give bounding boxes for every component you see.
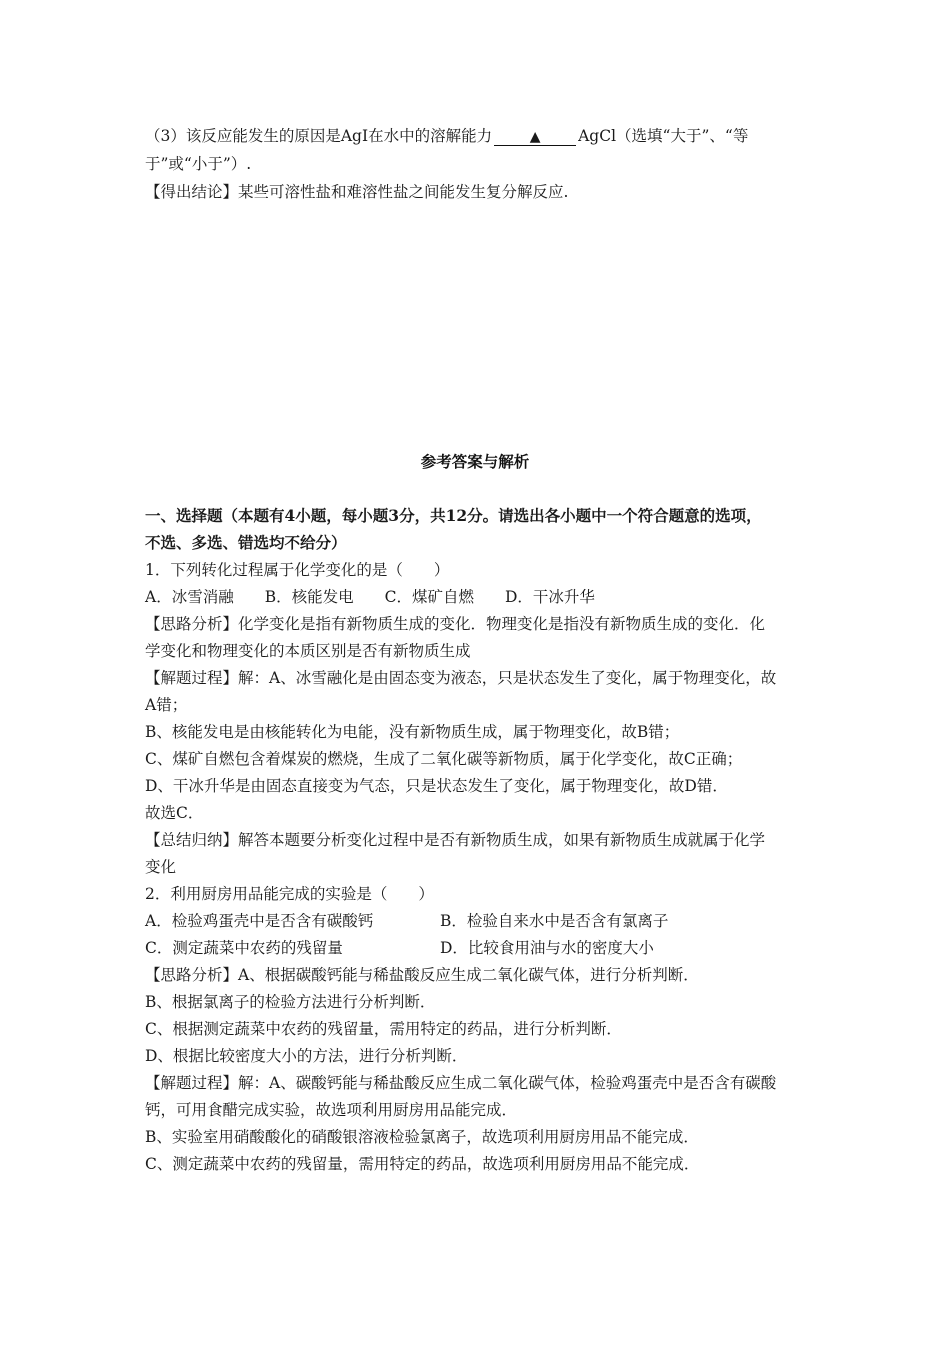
q3-line1-suffix: AgCl（选填“大于”、“等	[578, 127, 749, 145]
q2-solution-2: 钙，可用食醋完成实验，故选项利用厨房用品能完成．	[145, 1101, 518, 1119]
q2-stem: 2．利用厨房用品能完成的实验是（ ）	[145, 885, 434, 903]
q1-summary-2: 变化	[145, 858, 177, 876]
q2-solution-1: 【解题过程】解：A、碳酸钙能与稀盐酸反应生成二氧化碳气体，检验鸡蛋壳中是否含有碳酸	[145, 1074, 777, 1092]
q1-analysis-1: 【思路分析】化学变化是指有新物质生成的变化．物理变化是指没有新物质生成的变化．化	[145, 615, 766, 633]
q2-options-row-2	[145, 938, 654, 958]
q1-solution-5: D、干冰升华是由固态直接变为气态，只是状态发生了变化，属于物理变化，故D错．	[145, 777, 728, 795]
q3-line-2: 于”或“小于”）.	[145, 155, 252, 173]
q1-stem: 1．下列转化过程属于化学变化的是（ ）	[145, 561, 450, 579]
q1-summary-1: 【总结归纳】解答本题要分析变化过程中是否有新物质生成，如果有新物质生成就属于化学	[145, 831, 766, 849]
q2-analysis-2: B、根据氯离子的检验方法进行分析判断．	[145, 993, 436, 1011]
q1-solution-1: 【解题过程】解：A、冰雪融化是由固态变为液态，只是状态发生了变化，属于物理变化，故	[145, 669, 777, 687]
q1-solution-6: 故选C．	[145, 804, 204, 822]
q2-analysis-3: C、根据测定蔬菜中农药的残留量，需用特定的药品，进行分析判断．	[145, 1020, 622, 1038]
q2-solution-3: B、实验室用硝酸酸化的硝酸银溶液检验氯离子，故选项利用厨房用品不能完成．	[145, 1128, 699, 1146]
q1-options: A．冰雪消融 B．核能发电 C．煤矿自燃 D．干冰升华	[145, 588, 595, 606]
conclusion-text: 【得出结论】某些可溶性盐和难溶性盐之间能发生复分解反应.	[145, 183, 569, 201]
q1-solution-2: A错；	[145, 696, 188, 714]
q1-solution-4: C、煤矿自燃包含着煤炭的燃烧，生成了二氧化碳等新物质，属于化学变化，故C正确；	[145, 750, 743, 768]
section-heading-line-1: 一、选择题（本题有4小题，每小题3分，共12分。请选出各小题中一个符合题意的选项，	[145, 506, 762, 525]
q2-option-c: C．测定蔬菜中农药的残留量	[145, 939, 343, 957]
q2-analysis-4: D、根据比较密度大小的方法，进行分析判断．	[145, 1047, 468, 1065]
q3-line1-prefix: （3）该反应能发生的原因是AgI在水中的溶解能力	[145, 127, 493, 145]
q2-analysis-1: 【思路分析】A、根据碳酸钙能与稀盐酸反应生成二氧化碳气体，进行分析判断．	[145, 966, 699, 984]
q2-option-a: A．检验鸡蛋壳中是否含有碳酸钙	[145, 912, 374, 930]
section-heading-line-2: 不选、多选、错选均不给分）	[145, 533, 347, 552]
q2-solution-4: C、测定蔬菜中农药的残留量，需用特定的药品，故选项利用厨房用品不能完成．	[145, 1155, 700, 1173]
answer-blank	[494, 128, 576, 146]
triangle-marker-icon: ▲	[529, 129, 541, 145]
q2-option-b: B．检验自来水中是否含有氯离子	[440, 912, 669, 930]
q2-options-row-1	[145, 911, 669, 931]
q3-line-1	[145, 126, 748, 146]
answers-title: 参考答案与解析	[420, 452, 530, 471]
q1-solution-3: B、核能发电是由核能转化为电能，没有新物质生成，属于物理变化，故B错；	[145, 723, 680, 741]
q2-option-d: D．比较食用油与水的密度大小	[440, 939, 654, 957]
q1-analysis-2: 学变化和物理变化的本质区别是否有新物质生成	[145, 642, 471, 660]
